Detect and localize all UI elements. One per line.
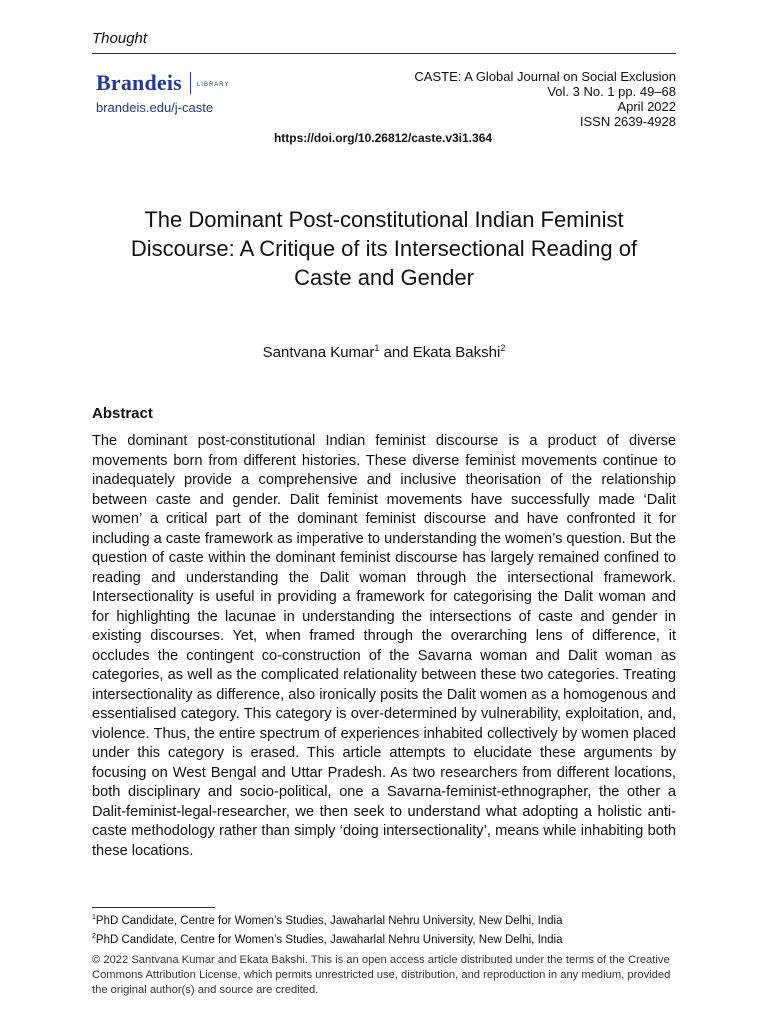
journal-issn: ISSN 2639-4928: [579, 114, 676, 129]
author-name: Ekata Bakshi: [412, 344, 501, 361]
doi-link[interactable]: https://doi.org/10.26812/caste.v3i1.364: [273, 131, 493, 145]
article-title: [80, 205, 688, 292]
brand-url-link[interactable]: brandeis.edu/j-caste: [96, 100, 214, 115]
license-notice: © 2022 Santvana Kumar and Ekata Bakshi. This is an open access article distributed under the terms of the Creative Commons Attribution License, which permits unrestricted use, distribution, and reproduction in any medium, provided the original author(s) and source are credited.: [92, 954, 671, 996]
author-list: [0, 343, 768, 361]
abstract-body: The dominant post-constitutional Indian feminist discourse is a product of diverse movements born from different histories. These diverse feminist movements continue to inadequately provide a comprehensive and inclusive theorisation of the relationship between caste and gender. Dalit feminist movements have successfully made ‘Dalit women’ a critical part of the dominant feminist discourse and have confronted it for including a caste framework as imperative to understanding the women’s question. But the question of caste within the dominant feminist discourse has largely remained confined to reading and understanding the Dalit woman through the intersectional framework. Intersectionality is useful in providing a framework for categorising the Dalit woman and for highlighting the lacunae in understanding the intersections of caste and gender in existing discourses. Yet, when framed through the overarching lens of difference, it occludes the contingent co-construction of the Savarna woman and Dalit woman as categories, as well as the complicated relationality between these two categories. Treating intersectionality as difference, also ironically posits the Dalit women as a homogenous and essentialised category. This category is over-determined by vulnerability, exploitation, and, violence. Thus, the entire spectrum of experiences inhabited collectively by women placed under this category is erased. This article attempts to elucidate these arguments by focusing on West Bengal and Uttar Pradesh. As two researchers from different locations, both disciplinary and socio-political, one a Savarna-feminist-ethnographer, the other a Dalit-feminist-legal-researcher, we then seek to understand what adopting a holistic anti-caste methodology rather than simply ‘doing intersectionality’, means while inhabiting both these locations.: [92, 433, 676, 859]
abstract-heading: Abstract: [92, 405, 153, 422]
title-line: Caste and Gender: [294, 265, 474, 290]
journal-date: April 2022: [617, 99, 676, 114]
author-name: Santvana Kumar: [262, 344, 375, 361]
footnote-text: PhD Candidate, Centre for Women’s Studies, Jawaharlal Nehru University, New Delhi, India: [95, 914, 563, 927]
title-line: The Dominant Post-constitutional Indian Feminist: [144, 207, 624, 232]
footnote-mark: 1: [92, 914, 96, 921]
footnote-text: PhD Candidate, Centre for Women’s Studies, Jawaharlal Nehru University, New Delhi, India: [95, 933, 563, 946]
footnote-mark: 2: [92, 932, 96, 940]
footnotes: [92, 910, 563, 948]
footnote: [92, 929, 563, 948]
header-rule: [92, 53, 676, 54]
brand-logo: [96, 70, 230, 115]
journal-volume: Vol. 3 No. 1 pp. 49–68: [547, 84, 676, 99]
title-line: Discourse: A Critique of its Intersectional Reading of: [130, 236, 638, 261]
section-label: Thought: [92, 30, 148, 47]
doi-link-row: [0, 131, 768, 145]
journal-name: CASTE: A Global Journal on Social Exclusion: [414, 69, 676, 84]
brand-sub: LIBRARY: [196, 82, 230, 88]
footnote-rule: [92, 907, 215, 908]
author-mark: 1: [374, 343, 380, 353]
brand-divider: [190, 72, 191, 94]
author-mark: 2: [500, 343, 506, 353]
journal-info: [414, 69, 676, 129]
author-joiner: and: [379, 344, 413, 361]
brand-name: Brandeis: [96, 70, 182, 95]
footnote: [92, 910, 563, 929]
